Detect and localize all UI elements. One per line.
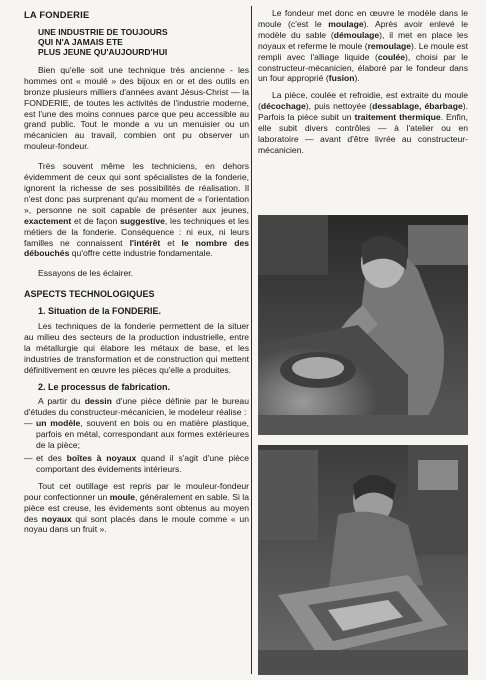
column-divider bbox=[251, 6, 252, 674]
intro-paragraph-3: Essayons de les éclairer. bbox=[38, 268, 134, 279]
article-title: LA FONDERIE bbox=[24, 9, 90, 20]
foundry-photo-2 bbox=[258, 445, 468, 675]
photo-worker-mould bbox=[258, 215, 468, 435]
photo-workshop bbox=[258, 445, 468, 675]
foundry-photo-1 bbox=[258, 215, 468, 435]
section-heading: ASPECTS TECHNOLOGIQUES bbox=[24, 289, 155, 300]
left-column bbox=[24, 0, 249, 535]
subsection-2-heading: 2. Le processus de fabrication. bbox=[38, 381, 171, 392]
right-column bbox=[258, 8, 468, 156]
intro-paragraph-1: Bien qu'elle soit une technique très ancienne - les hommes ont « moulé » des bijoux en or et des outils en bronze plusieurs milliers d'années avant Jésus-Christ — la FONDERIE, de toutes les activités de l'industrie moderne, est l'une des moins connues parce que peu accessible au grand public. Tout le monde a vu un menuisier ou un mécanicien au travail, combien ont pu observer un mouleur-fondeur. bbox=[24, 64, 249, 152]
list-item: — un modèle, souvent en bois ou en matière plastique, parfois en métal, correspondant aux formes extérieures de la pièce; bbox=[24, 418, 249, 451]
subsection-2-final: Tout cet outillage est repris par le mouleur-fondeur pour confectionner un moule, généralement en sable. Si la pièce est creuse, les évidements sont obtenus au moyen des noyaux qui sont placés dans le moule comme « un noyau dans un fruit ». bbox=[24, 480, 249, 535]
list-item: — et des boîtes à noyaux quand il s'agit d'une pièce comportant des évidements intérieurs. bbox=[24, 453, 249, 475]
process-paragraph: Le fondeur met donc en œuvre le modèle dans le moule (c'est le moulage). Après avoir enlevé le modèle du sable (démoulage), il met en place les noyaux et referme le moule (remoulage). Le moule est rempli avec l'alliage liquide (coulée), choisi par le constructeur-mécanicien, élaboré par le fondeur dans un four approprié (fusion). bbox=[258, 8, 468, 84]
subsection-1-heading: 1. Situation de la FONDERIE. bbox=[38, 306, 162, 317]
intro-paragraph-2: Très souvent même les techniciens, en dehors évidemment de ceux qui sont spécialistes de la fonderie, ignorent la richesse de ses possibilités de réalisation. Il n'est donc pas surprenant qu'au moment de « l'orientation », personne ne soit capable de présenter aux jeunes, exactement et de façon suggestive, les techniques et les métiers de la fonderie. Conséquence : ni eux, ni leurs familles ne connaissent l'intérêt et le nombre des débouchés qu'offre cette industrie fondamentale. bbox=[24, 161, 250, 259]
article-subtitle: UNE INDUSTRIE DE TOUJOURS QUI N'A JAMAIS ETE PLUS JEUNE QU'AUJOURD'HUI bbox=[38, 26, 168, 57]
subsection-2-intro: A partir du dessin d'une pièce définie par le bureau d'études du constructeur-mécanicien, le modeleur réalise : bbox=[24, 396, 249, 418]
tooling-list bbox=[24, 418, 249, 475]
finishing-paragraph: La pièce, coulée et refroidie, est extraite du moule (décochage), puis nettoyée (dessablage, ébarbage). Parfois la pièce subit un traitement thermique. Enfin, elle subit divers contrôles — à l'atelier ou en laboratoire — avant d'être livrée au constructeur-mécanicien. bbox=[258, 90, 468, 155]
subsection-1-text: Les techniques de la fonderie permettent de la situer au milieu des secteurs de la production industrielle, entre la métallurgie qui élabore les métaux de base, et les industries de transformation et de construction qui mettent définitivement en œuvre les pièces qu'elle a produites. bbox=[24, 321, 249, 375]
